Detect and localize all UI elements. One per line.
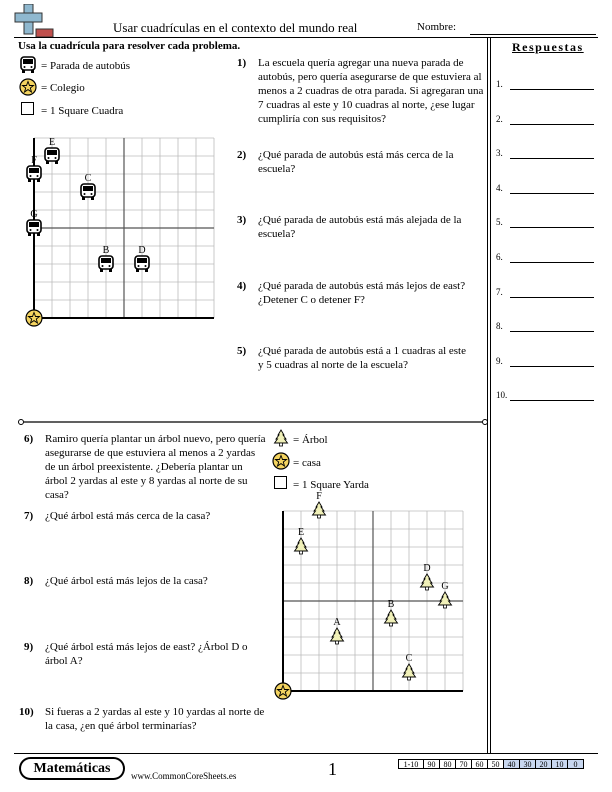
score-cell: 90 bbox=[423, 759, 440, 769]
question-5-number: 5) bbox=[237, 345, 247, 357]
bus-stop-icon bbox=[27, 220, 41, 236]
question-7-text: ¿Qué árbol está más cerca de la casa? bbox=[45, 510, 211, 522]
score-cell: 60 bbox=[471, 759, 488, 769]
house-icon bbox=[275, 683, 291, 699]
answer-number-2: 2. bbox=[496, 113, 503, 124]
bus-stop-label: G bbox=[30, 209, 38, 220]
yard-square-legend-label: = 1 Square Yarda bbox=[293, 479, 369, 491]
tree-icon bbox=[439, 592, 452, 608]
question-8-text: ¿Qué árbol está más lejos de la casa? bbox=[45, 575, 208, 587]
site-url: www.CommonCoreSheets.es bbox=[131, 771, 237, 781]
answer-column-divider bbox=[487, 38, 488, 753]
question-1-text: La escuela quería agregar una nueva parada de autobús, pero quería asegurarse de que estuviera al menos a 2 cuadras de otra parada. Si agregaran una 7 cuadras al este y 10 cuadras al norte, ¿ese lugar cumpliría con sus requisitos? bbox=[258, 57, 484, 125]
score-cell: 0 bbox=[567, 759, 584, 769]
bus-stop-icon bbox=[99, 256, 113, 272]
score-cell: 30 bbox=[519, 759, 536, 769]
tree-legend-label: = Árbol bbox=[293, 434, 328, 446]
question-9-number: 9) bbox=[24, 641, 34, 653]
square-legend-label: = 1 Square Cuadra bbox=[41, 105, 124, 117]
tree-label: F bbox=[316, 491, 322, 502]
score-cell: 50 bbox=[487, 759, 504, 769]
answer-field-10[interactable] bbox=[510, 400, 594, 401]
answer-number-4: 4. bbox=[496, 182, 503, 193]
answer-number-8: 8. bbox=[496, 321, 503, 332]
question-10-number: 10) bbox=[19, 706, 34, 718]
instructions: Usa la cuadrícula para resolver cada problema. bbox=[18, 40, 241, 52]
bus-stop-label: F bbox=[31, 155, 37, 166]
question-9-text: ¿Qué árbol está más lejos de east? ¿Árbol D o árbol A? bbox=[45, 641, 248, 667]
answer-field-1[interactable] bbox=[510, 89, 594, 90]
answer-field-8[interactable] bbox=[510, 331, 594, 332]
bus-stop-icon bbox=[135, 256, 149, 272]
score-cell: 1-10 bbox=[398, 759, 424, 769]
logo-icon bbox=[14, 4, 54, 38]
answer-field-7[interactable] bbox=[510, 297, 594, 298]
question-1-number: 1) bbox=[237, 57, 247, 69]
tree-label: C bbox=[405, 653, 413, 664]
score-cell: 40 bbox=[503, 759, 520, 769]
tree-grid bbox=[268, 486, 478, 708]
tree-icon bbox=[403, 664, 416, 680]
answer-field-5[interactable] bbox=[510, 227, 594, 228]
answer-field-4[interactable] bbox=[510, 193, 594, 194]
answer-number-7: 7. bbox=[496, 286, 503, 297]
house-legend-icon bbox=[272, 452, 290, 475]
house-legend-label: = casa bbox=[293, 457, 321, 469]
bus-stop-label: B bbox=[102, 245, 110, 256]
logo bbox=[14, 4, 54, 38]
brand-badge-inner bbox=[21, 759, 123, 778]
bus-stop-grid bbox=[14, 118, 224, 338]
bus-stop-label: E bbox=[48, 137, 56, 148]
question-4-text: ¿Qué parada de autobús está más lejos de east? ¿Detener C o detener F? bbox=[258, 280, 466, 306]
answer-number-3: 3. bbox=[496, 148, 503, 159]
brand-badge bbox=[19, 757, 125, 780]
question-5-text: ¿Qué parada de autobús está a 1 cuadras al este y 5 cuadras al norte de la escuela? bbox=[258, 345, 466, 371]
question-8-number: 8) bbox=[24, 575, 34, 587]
question-7-number: 7) bbox=[24, 510, 34, 522]
tree-icon bbox=[385, 610, 398, 626]
answer-column-divider-2 bbox=[490, 38, 491, 753]
answer-number-6: 6. bbox=[496, 252, 503, 262]
question-10-text: Si fueras a 2 yardas al este y 10 yardas al norte de la casa, ¿en qué árbol terminarías? bbox=[45, 706, 265, 732]
answer-number-1: 1. bbox=[496, 79, 503, 89]
name-label: Nombre: bbox=[417, 21, 457, 33]
name-underline bbox=[470, 34, 596, 35]
brand-label: Matemáticas bbox=[33, 761, 111, 776]
question-3-number: 3) bbox=[237, 214, 247, 226]
answer-field-6[interactable] bbox=[510, 262, 594, 263]
bus-stop-label: C bbox=[84, 173, 92, 184]
worksheet-title: Usar cuadrículas en el contexto del mundo real bbox=[113, 20, 358, 35]
bus-stop-label: D bbox=[138, 245, 146, 256]
section-divider bbox=[18, 412, 488, 418]
tree-icon bbox=[313, 502, 326, 518]
tree-label: D bbox=[423, 563, 431, 574]
tree-icon bbox=[295, 538, 308, 554]
school-legend-label: = Colegio bbox=[41, 82, 85, 94]
tree-label: G bbox=[441, 581, 449, 592]
bus-stop-icon bbox=[45, 148, 59, 164]
school-icon bbox=[26, 310, 42, 326]
bus-stop-icon bbox=[81, 184, 95, 200]
answers-heading: Respuestas bbox=[512, 40, 584, 54]
bus-legend-icon bbox=[20, 56, 36, 79]
square-legend-icon bbox=[21, 102, 34, 115]
bus-legend-label: = Parada de autobús bbox=[41, 60, 130, 72]
score-cell: 70 bbox=[455, 759, 472, 769]
header-rule bbox=[14, 37, 598, 38]
score-cell: 20 bbox=[535, 759, 552, 769]
question-2-text: ¿Qué parada de autobús está más cerca de la escuela? bbox=[258, 149, 454, 175]
answer-field-9[interactable] bbox=[510, 366, 594, 367]
answer-number-9: 9. bbox=[496, 355, 503, 366]
page-number: 1 bbox=[328, 759, 337, 779]
footer-rule bbox=[14, 753, 598, 754]
score-cell: 80 bbox=[439, 759, 456, 769]
tree-label: E bbox=[297, 527, 305, 538]
question-6-number: 6) bbox=[24, 433, 34, 445]
bus-stop-icon bbox=[27, 166, 41, 182]
question-3-text: ¿Qué parada de autobús está más alejada de la escuela? bbox=[258, 214, 462, 240]
answer-number-5: 5. bbox=[496, 217, 503, 228]
tree-legend-icon bbox=[273, 429, 289, 452]
tree-label: B bbox=[387, 599, 395, 610]
question-2-number: 2) bbox=[237, 149, 247, 161]
answer-field-2[interactable] bbox=[510, 124, 594, 125]
tree-icon bbox=[421, 574, 434, 590]
answer-field-3[interactable] bbox=[510, 158, 594, 159]
tree-label: A bbox=[333, 617, 341, 628]
question-6-text: Ramiro quería plantar un árbol nuevo, pero quería asegurarse de que estuviera al menos a 2 yardas de un árbol preexistente. ¿Debería plantar un árbol 2 yardas al este y 8 yardas al norte de su casa? bbox=[45, 433, 266, 501]
school-legend-icon bbox=[19, 78, 37, 101]
answer-number-10: 10. bbox=[496, 390, 508, 401]
score-cell: 10 bbox=[551, 759, 568, 769]
question-4-number: 4) bbox=[237, 280, 247, 292]
tree-icon bbox=[331, 628, 344, 644]
